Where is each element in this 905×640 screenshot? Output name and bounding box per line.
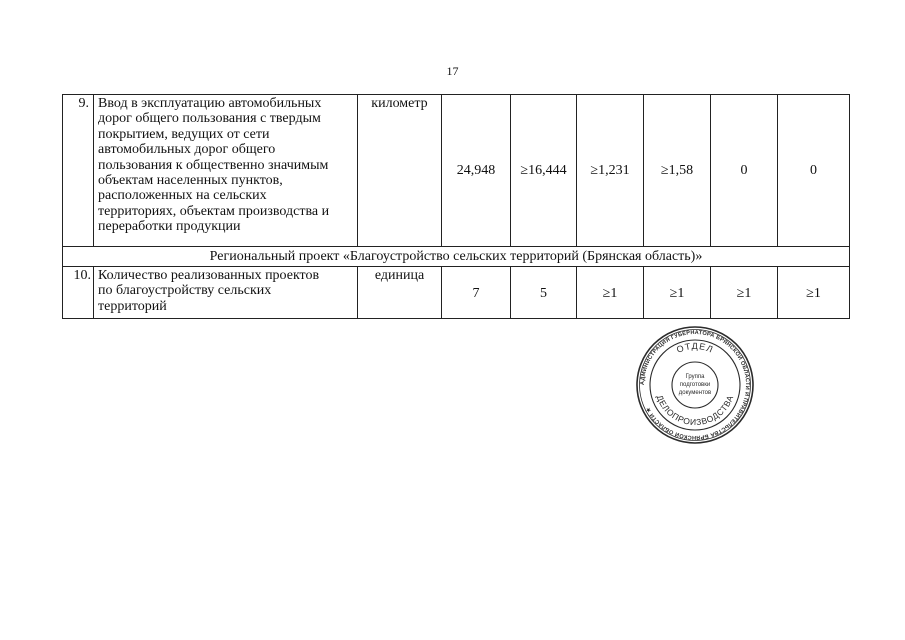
stamp-top-text: ОТДЕЛ [675, 340, 716, 355]
row-divider [62, 266, 850, 267]
row-number: 10. [73, 268, 91, 283]
unit-of-measure: единица [374, 268, 425, 283]
table-border-top [62, 94, 850, 95]
value-cell: 5 [540, 286, 547, 301]
value-cell: ≥16,444 [520, 163, 567, 178]
stamp-center-line: документов [678, 390, 712, 396]
stamp-center-line: подготовки [679, 382, 711, 388]
value-cell: ≥1 [806, 286, 821, 301]
svg-text:ДЕЛОПРОИЗВОДСТВА [655, 394, 736, 428]
svg-text:ОТДЕЛ [675, 341, 715, 355]
unit-of-measure: километр [371, 96, 428, 111]
value-cell: ≥1,58 [660, 163, 694, 178]
column-divider [93, 266, 94, 319]
column-divider [93, 94, 94, 247]
value-cell: ≥1 [736, 286, 752, 301]
indicator-name: Ввод в эксплуатацию автомобильных дорог общего пользования с твердым покрытием, ведущих от сети автомобильных дорог общего пользования к общественно значимым объектам населенных пунктов, расположенных на сельских территориях, объектам производства и переработки продукции [98, 96, 330, 235]
value-cell: 0 [740, 163, 748, 178]
stamp-outer-text: АДМИНИСТРАЦИЯ ГУБЕРНАТОРА БРЯНСКОЙ ОБЛАСТИ И ПРАВИТЕЛЬСТВА БРЯНСКОЙ ОБЛАСТИ ★ [639, 329, 751, 441]
value-cell: ≥1 [669, 286, 685, 301]
section-heading: Региональный проект «Благоустройство сельских территорий (Брянская область)» [209, 249, 703, 264]
official-stamp [635, 325, 755, 445]
row-divider [62, 246, 850, 247]
stamp-bottom-text: ДЕЛОПРОИЗВОДСТВА [654, 393, 736, 428]
value-cell: ≥1,231 [590, 163, 630, 178]
column-divider [357, 94, 358, 247]
indicator-name: Количество реализованных проектов по благоустройству сельских территорий [98, 268, 320, 314]
table-border-right [849, 94, 850, 319]
stamp-center-line: Группа [685, 374, 705, 380]
table-border-left [62, 94, 63, 319]
table-border-bottom [62, 318, 850, 319]
row-number: 9. [78, 96, 89, 111]
value-cell: ≥1 [602, 286, 618, 301]
stamp-seal-icon [635, 325, 755, 445]
value-cell: 0 [810, 163, 817, 178]
indicators-table [62, 94, 850, 319]
value-cell: 7 [472, 286, 480, 301]
page-number: 17 [446, 64, 459, 78]
value-cell: 24,948 [456, 163, 496, 178]
